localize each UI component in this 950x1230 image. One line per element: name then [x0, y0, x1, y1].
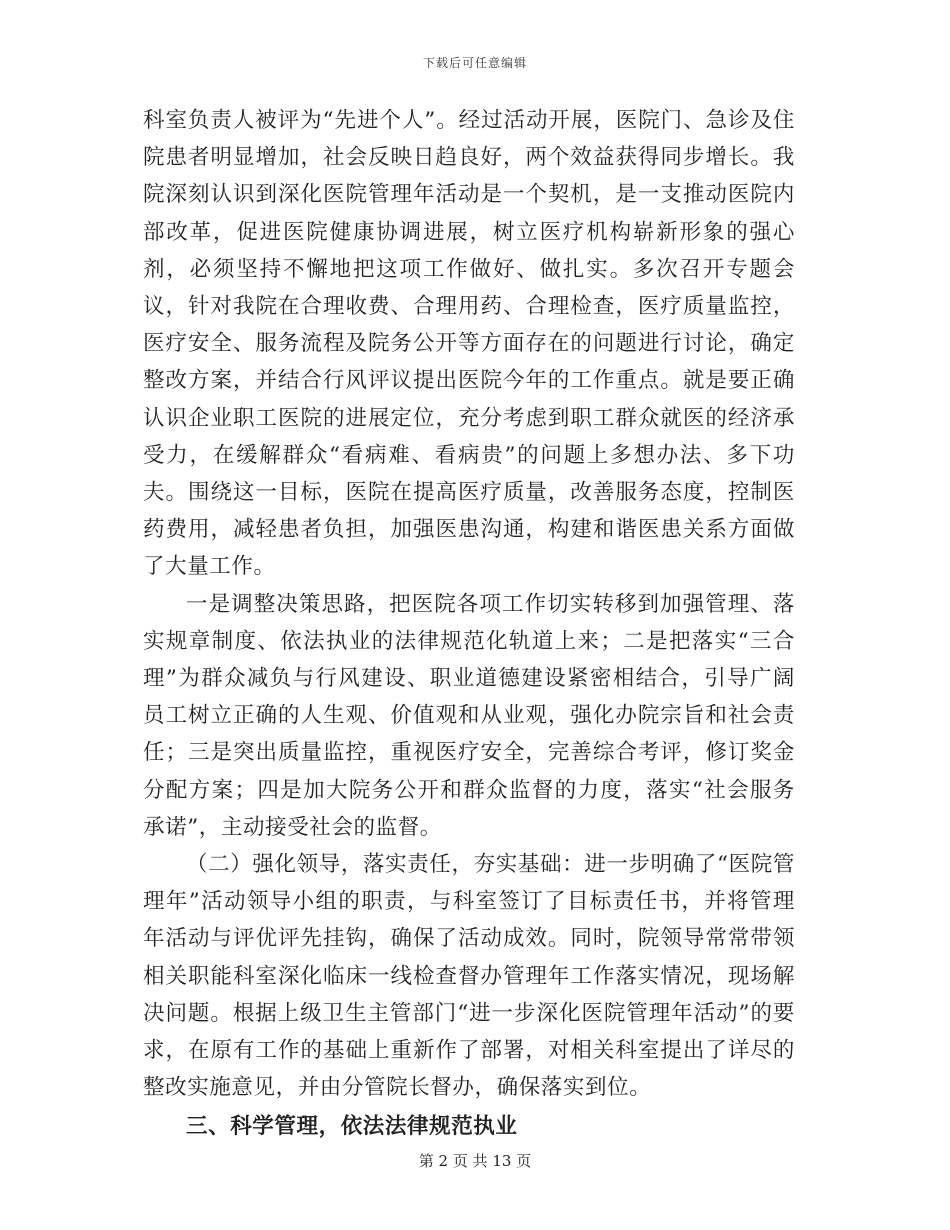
page-footer: 第 2 页 共 13 页	[418, 1152, 532, 1170]
paragraph-leadership: （二）强化领导，落实责任，夯实基础：进一步明确了“医院管理年”活动领导小组的职责，与科室签订了目标责任书，并将管理年活动与评优评先挂钩，确保了活动成效。同时，院领导常常带领相关职能科室深化临床一线检查督办管理年工作落实情况，现场解决问题。根据上级卫生主管部门“进一步深化医院管理年活动”的要求，在原有工作的基础上重新作了部署，对相关科室提出了详尽的整改实施意见，并由分管院长督办，确保落实到位。	[143, 852, 795, 1101]
page-header: 下载后可任意编辑	[422, 56, 527, 70]
paragraph-continuation: 科室负责人被评为“先进个人”。经过活动开展，医院门、急诊及住院患者明显增加，社会反映日趋良好，两个效益获得同步增长。我院深刻认识到深化医院管理年活动是一个契机，是一支推动医院内部改革，促进医院健康协调进展，树立医疗机构崭新形象的强心剂，必须坚持不懈地把这项工作做好、做扎实。多次召开专题会议，针对我院在合理收费、合理用药、合理检查，医疗质量监控，医疗安全、服务流程及院务公开等方面存在的问题进行讨论，确定整改方案，并结合行风评议提出医院今年的工作重点。就是要正确认识企业职工医院的进展定位，充分考虑到职工群众就医的经济承受力，在缓解群众“看病难、看病贵”的问题上多想办法、多下功夫。围绕这一目标，医院在提高医疗质量，改善服务态度，控制医药费用，减轻患者负担，加强医患沟通，构建和谐医患关系方面做了大量工作。	[143, 108, 795, 580]
section-heading: 三、科学管理，依法法律规范执业	[186, 1114, 518, 1140]
document-body	[143, 102, 795, 1146]
paragraph-measures: 一是调整决策思路，把医院各项工作切实转移到加强管理、落实规章制度、依法执业的法律规范化轨道上来；二是把落实“三合理”为群众减负与行风建设、职业道德建设紧密相结合，引导广阔员工树立正确的人生观、价值观和从业观，强化办院宗旨和社会责任；三是突出质量监控，重视医疗安全，完善综合考评，修订奖金分配方案；四是加大院务公开和群众监督的力度，落实“社会服务承诺”，主动接受社会的监督。	[143, 591, 795, 840]
